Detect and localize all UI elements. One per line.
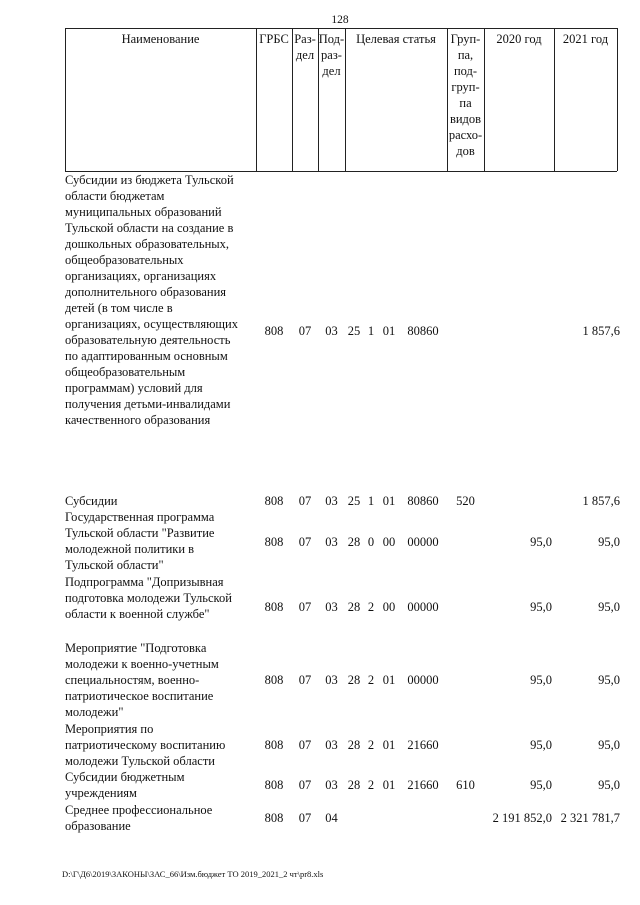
cell-2020: 95,0 [530, 673, 552, 687]
cell-target-3: 00 [382, 600, 396, 614]
cell-target-3: 00 [382, 535, 396, 549]
row-name: Мероприятие "Подготовка молодежи к военно-учетным специальностям, военно- патриотическое воспитание молодежи" [65, 641, 219, 719]
row-name: Подпрограмма "Допризывная подготовка молодежи Тульской области к военной службе" [65, 575, 232, 621]
col-border [554, 28, 555, 171]
cell-2020: 95,0 [530, 600, 552, 614]
header-target: Целевая статья [356, 32, 436, 46]
cell-grbs: 808 [264, 494, 284, 508]
cell-grbs: 808 [264, 600, 284, 614]
cell-target-4: 00000 [407, 673, 439, 687]
col-border [256, 28, 257, 171]
cell-group: 610 [456, 778, 475, 792]
cell-podrazdel: 03 [325, 324, 338, 338]
cell-target-4: 80860 [407, 494, 439, 508]
cell-razdel: 07 [298, 535, 312, 549]
cell-target-4: 00000 [407, 600, 439, 614]
cell-grbs: 808 [264, 535, 284, 549]
header-name: Наименование [121, 32, 200, 46]
cell-2020: 95,0 [530, 738, 552, 752]
header-grbs: ГРБС [259, 32, 289, 46]
cell-target-1: 28 [347, 738, 361, 752]
header-top-border [65, 28, 617, 29]
row-name: Субсидии бюджетным учреждениям [65, 770, 185, 800]
cell-target-1: 28 [347, 535, 361, 549]
cell-target-3: 01 [382, 778, 396, 792]
cell-grbs: 808 [264, 811, 284, 825]
col-border [617, 28, 618, 171]
cell-podrazdel: 03 [325, 738, 338, 752]
cell-podrazdel: 03 [325, 673, 338, 687]
header-razdel: Раз- дел [294, 32, 316, 62]
row-name: Мероприятия по патриотическому воспитанию молодежи Тульской области [65, 722, 226, 768]
cell-podrazdel: 03 [325, 778, 338, 792]
cell-2021: 95,0 [598, 738, 620, 752]
cell-target-3: 01 [382, 738, 396, 752]
cell-2021: 95,0 [598, 778, 620, 792]
cell-target-1: 28 [347, 600, 361, 614]
header-2020: 2020 год [496, 32, 542, 46]
cell-razdel: 07 [298, 324, 312, 338]
cell-razdel: 07 [298, 673, 312, 687]
cell-2021: 95,0 [598, 535, 620, 549]
cell-2021: 2 321 781,7 [560, 811, 620, 825]
cell-target-3: 01 [382, 494, 396, 508]
cell-group: 520 [456, 494, 475, 508]
cell-razdel: 07 [298, 778, 312, 792]
cell-razdel: 07 [298, 600, 312, 614]
header-group: Груп- па, под- груп- па видов расхо- дов [448, 32, 483, 158]
row-name: Государственная программа Тульской области "Развитие молодежной политики в Тульской области" [65, 510, 215, 572]
cell-target-1: 25 [347, 494, 361, 508]
cell-podrazdel: 03 [325, 494, 338, 508]
cell-target-1: 28 [347, 778, 361, 792]
header-2021: 2021 год [562, 32, 609, 46]
cell-target-2: 1 [367, 324, 375, 338]
cell-razdel: 07 [298, 494, 312, 508]
cell-target-2: 2 [367, 738, 375, 752]
cell-razdel: 07 [298, 811, 312, 825]
cell-target-2: 2 [367, 600, 375, 614]
cell-target-3: 01 [382, 673, 396, 687]
cell-2021: 1 857,6 [582, 324, 620, 338]
row-name: Субсидии из бюджета Тульской области бюджетам муниципальных образований Тульской области на создание в дошкольных образовательных, общеобразовательных организациях, организациях дополнительного образования детей (в том числе в организациях, осуществляющих образовательную деятельность по адаптированным основным общеобразовательным программам) условий для получения детьми-инвалидами качественного образования [65, 173, 238, 427]
cell-target-2: 0 [367, 535, 375, 549]
cell-target-4: 21660 [407, 738, 439, 752]
col-border [484, 28, 485, 171]
cell-podrazdel: 03 [325, 535, 338, 549]
cell-podrazdel: 03 [325, 600, 338, 614]
cell-2020: 95,0 [530, 535, 552, 549]
row-name: Субсидии [65, 494, 118, 508]
col-border [65, 28, 66, 171]
header-podrazdel: Под- раз- дел [318, 32, 345, 78]
cell-target-4: 80860 [407, 324, 439, 338]
cell-2020: 2 191 852,0 [492, 811, 552, 825]
cell-target-2: 2 [367, 778, 375, 792]
cell-2021: 95,0 [598, 600, 620, 614]
row-name: Среднее профессиональное образование [65, 803, 213, 833]
cell-2020: 95,0 [530, 778, 552, 792]
cell-target-1: 28 [347, 673, 361, 687]
cell-grbs: 808 [264, 324, 284, 338]
cell-target-4: 00000 [407, 535, 439, 549]
cell-target-2: 2 [367, 673, 375, 687]
cell-target-4: 21660 [407, 778, 439, 792]
cell-target-3: 01 [382, 324, 396, 338]
cell-razdel: 07 [298, 738, 312, 752]
page-number: 128 [331, 14, 349, 26]
col-border [345, 28, 346, 171]
cell-target-2: 1 [367, 494, 375, 508]
cell-podrazdel: 04 [325, 811, 338, 825]
cell-target-1: 25 [347, 324, 361, 338]
file-path-footer: D:\Г\Д6\2019\ЗАКОНЫ\ЗАС_66\Изм.бюджет ТО 2019_2021_2 чт\pr8.xls [62, 869, 324, 879]
cell-grbs: 808 [264, 673, 284, 687]
cell-2021: 95,0 [598, 673, 620, 687]
cell-grbs: 808 [264, 778, 284, 792]
cell-2021: 1 857,6 [582, 494, 620, 508]
cell-grbs: 808 [264, 738, 284, 752]
